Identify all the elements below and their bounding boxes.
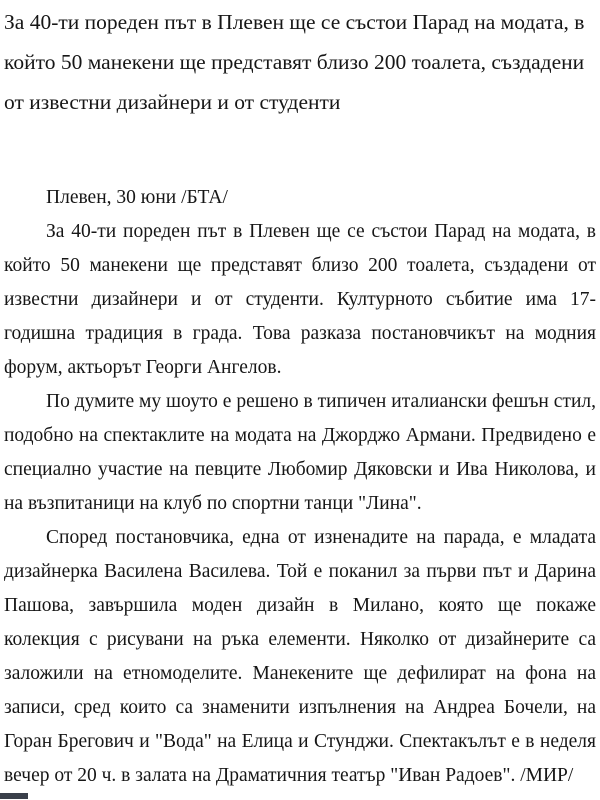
article-headline: За 40-ти пореден път в Плевен ще се състои Парад на модата, в който 50 манекени ще представят близо 200 тоалета, създадени от известни дизайнери и от студенти [4,10,585,114]
article-paragraph-1: За 40-ти пореден път в Плевен ще се състои Парад на модата, в който 50 манекени ще представят близо 200 тоалета, създадени от известни дизайнери и от студенти. Културното събитие има 17-годишна традиция в града. Това разказа постановчикът на модния форум, актьорът Георги Ангелов. [4,221,596,378]
dateline: Плевен, 30 юни /БТА/ [46,187,228,208]
article-body [4,181,596,793]
article-paragraph-3: Според постановчика, една от изненадите на парада, е младата дизайнерка Василена Василева. Той е поканил за първи път и Дарина Пашова, завършила моден дизайн в Милано, която ще покаже колекция с рисувани на ръка елементи. Няколко от дизайнерите са заложили на етномоделите. Манекените ще дефилират на фона на записи, сред които са знаменити изпълнения на Андреа Бочели, на Горан Брегович и "Вода" на Елица и Стунджи. Спектакълът е в неделя вечер от 20 ч. в залата на Драматичния театър "Иван Радоев". /МИР/ [4,527,596,786]
article-paragraph-2: По думите му шоуто е решено в типичен италиански фешън стил, подобно на спектаклите на модата на Джорджо Армани. Предвидено е специално участие на певците Любомир Дяковски и Ива Николова, и на възпитаници на клуб по спортни танци "Лина". [4,391,596,514]
bottom-left-artifact [0,793,28,799]
